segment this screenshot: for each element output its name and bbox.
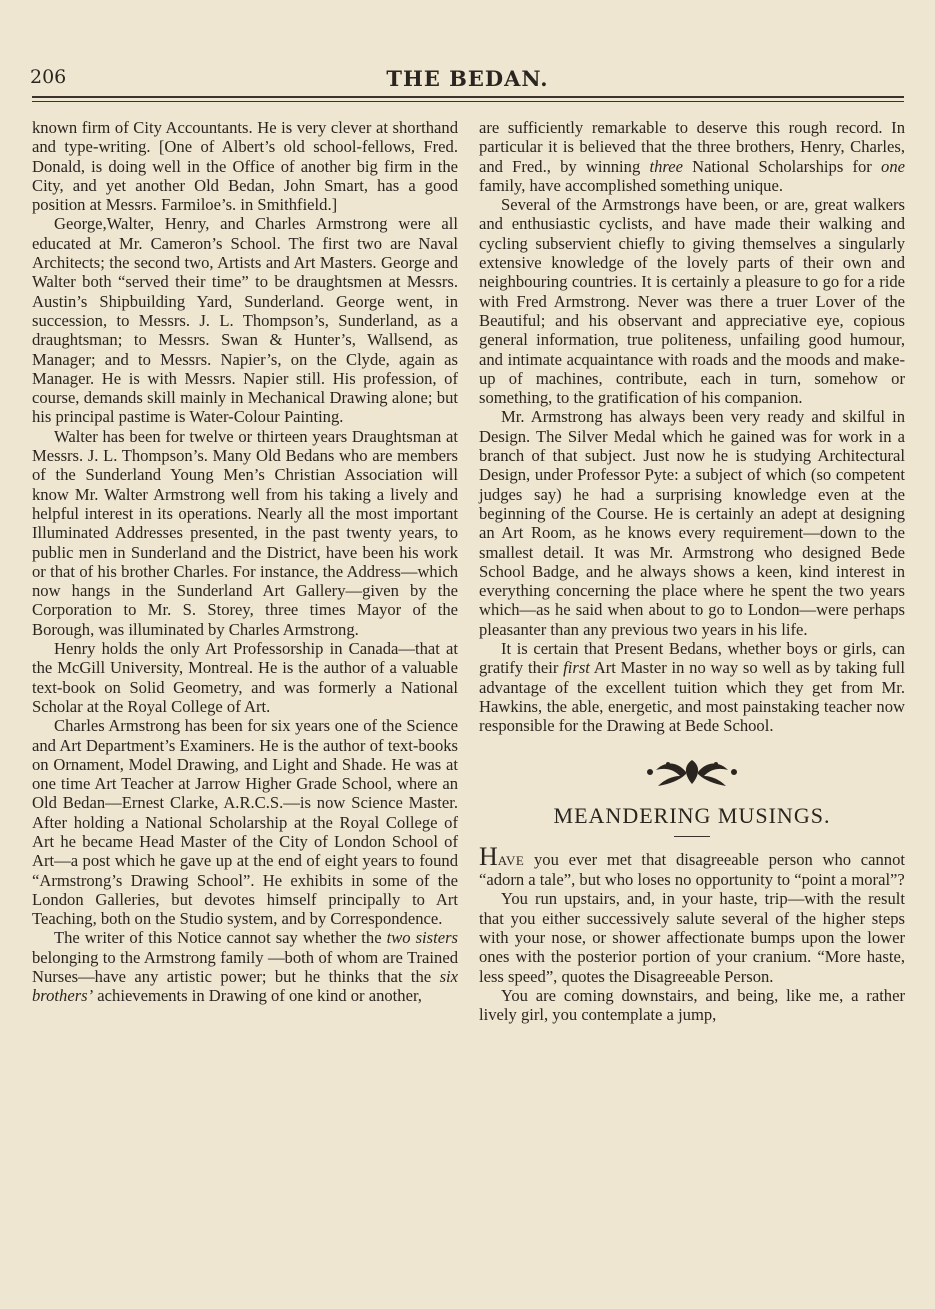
- italic-text: six brothers’: [32, 967, 458, 1006]
- italic-text: two sisters: [386, 928, 458, 948]
- italic-text: first: [563, 658, 590, 678]
- paragraph: Henry holds the only Art Professorship in Canada—that at the McGill University, Montreal. He is the author of a valuable text-book on Solid Geometry, and was formerly a National Scholar at the Royal College of Art.: [32, 639, 458, 716]
- paragraph: You are coming downstairs, and being, like me, a rather lively girl, you contemplate a jump,: [479, 985, 905, 1025]
- text-span: you ever met that disagreeable person who cannot “adorn a tale”, but who loses no opportunity to “point a moral”?: [479, 849, 905, 890]
- text-span: National Scholarships for: [682, 156, 882, 176]
- header-rule-thin: [32, 101, 904, 102]
- drop-cap: H: [479, 841, 498, 871]
- paragraph: Walter has been for twelve or thirteen years Draughtsman at Messrs. J. L. Thompson’s. Many Old Bedans who are members of the Sunderland Young Men’s Christian Association will know Mr. Walter Armstrong well from his taking a lively and helpful interest in its operations. Nearly all the most important Illuminated Addresses presented, in the past twenty years, to public men in Sunderland and the District, have been his work or that of his brother Charles. For instance, the Address—which now hangs in the Sunderland Art Gallery—given by the Corporation to Mr. S. Storey, three times Mayor of the Borough, was illuminated by Charles Armstrong.: [32, 426, 458, 639]
- italic-text: three: [649, 156, 683, 176]
- text-span: family, have accomplished something unique.: [479, 175, 783, 195]
- small-caps-text: AVE: [497, 852, 525, 868]
- paragraph: known firm of City Accountants. He is very clever at shorthand and type-writing. [One of Albert’s old school-fellows, Fred. Donald, is doing well in the Office of another big firm in the City, and yet another Old Bedan, John Smart, has a good position at Messrs. Farmiloe’s. in Smithfield.]: [32, 118, 458, 215]
- text-span: achievements in Drawing of one kind or another,: [93, 986, 422, 1006]
- paragraph: Several of the Armstrongs have been, or are, great walkers and enthusiastic cyclists, and have made their walking and cycling subservient chiefly to giving themselves a singularly extensive knowledge of the lovely parts of their own and neighbouring countries. It is certainly a pleasure to go for a ride with Fred Armstrong. Never was there a truer Lover of the Beautiful; and his observant and appreciative eye, copious general information, true politeness, unfailing good humour, and intimate acquaintance with roads and the moods and make-up of machines, contribute, each in turn, somehow or something, to the gratification of his companion.: [479, 195, 905, 408]
- running-header: [30, 66, 905, 90]
- journal-title: THE BEDAN.: [386, 66, 549, 91]
- paragraph: Mr. Armstrong has always been very ready and skilful in Design. The Silver Medal which he gained was for work in a branch of that subject. Just now he is studying Architectural Design, under Professor Pyte: a subject of which (so competent judges say) he had a surprising knowledge even at the beginning of the Course. He is certainly an adept at designing an Art Room, as he knows every requirement—down to the smallest detail. It was Mr. Armstrong who designed Bede School Badge, and he always shows a keen, kind interest in everything concerning the place where he spent the two years which—as he said when about to go to London—were perhaps pleasanter than any previous two years in his life.: [479, 407, 905, 639]
- text-span: are sufficiently remarkable to deserve this rough record. In particular it is believed that the three brothers, Henry, Charles, and Fred., by winning: [479, 118, 905, 176]
- paragraph: George,Walter, Henry, and Charles Armstrong were all educated at Mr. Cameron’s School. The first two are Naval Architects; the second two, Artists and Art Masters. George and Walter both “served their time” to be draughtsmen at Messrs. Austin’s Shipbuilding Yard, Sunderland. George went, in succession, to Messrs. J. L. Thompson’s, Sunderland, as a draughtsman; to Messrs. Swan & Hunter’s, Wallsend, as Manager; and to Messrs. Napier’s, on the Clyde, again as Manager. He is with Messrs. Napier still. His profession, of course, demands skill mainly in Mechanical Drawing alone; but his principal pastime is Water-Colour Painting.: [32, 214, 458, 427]
- title-rule: [674, 836, 710, 837]
- paragraph: [479, 118, 905, 195]
- text-span: belonging to the Armstrong family —both of whom are Trained Nurses—have any artistic power; but he thinks that the: [32, 947, 458, 987]
- text-span: Art Master in no way so well as by taking full advantage of the excellent tuition which they get from Mr. Hawkins, the able, energetic, and most painstaking teacher now responsible for the Drawing at Bede School.: [479, 658, 905, 736]
- paragraph: [479, 841, 905, 890]
- left-column: [32, 118, 458, 1006]
- paragraph: You run upstairs, and, in your haste, trip—with the result that you either successively salute several of the higher steps with your nose, or shower affectionate bumps upon the lower ones with the posterior portion of your cranium. “More haste, less speed”, quotes the Disagreeable Person.: [479, 889, 905, 986]
- text-span: The writer of this Notice cannot say whether the: [54, 928, 387, 948]
- right-column: [479, 118, 905, 1024]
- paragraph: Charles Armstrong has been for six years one of the Science and Art Department’s Examiners. He is the author of text-books on Ornament, Model Drawing, and Light and Shade. He was at one time Art Teacher at Jarrow Higher Grade School, where an Old Bedan—Ernest Clarke, A.R.C.S.—is now Science Master. After holding a National Scholarship at the Royal College of Art he became Head Master of the City of London School of Art—a post which he gave up at the end of eight years to found “Armstrong’s Drawing School”. He exhibits in some of the London Galleries, but devotes himself principally to Art Teaching, both on the Studio system, and by Correspondence.: [32, 716, 458, 929]
- italic-text: one: [881, 156, 905, 176]
- header-rule-thick: [32, 96, 904, 98]
- ornament-divider-icon: [479, 754, 905, 792]
- page-number: 206: [30, 66, 67, 88]
- paragraph: [32, 928, 458, 1005]
- section-title: MEANDERING MUSINGS.: [553, 802, 831, 828]
- text-span: It is certain that Present Bedans, whether boys or girls, can gratify their: [479, 639, 905, 678]
- paragraph: [479, 639, 905, 735]
